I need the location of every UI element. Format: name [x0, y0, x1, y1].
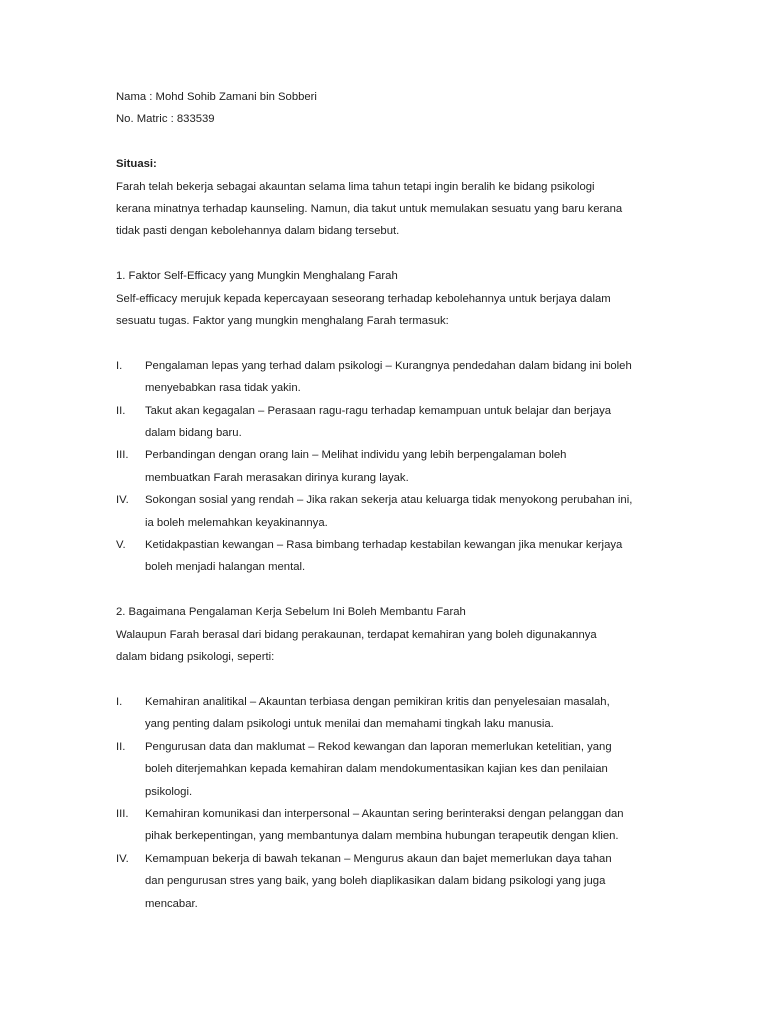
list-numeral: II.: [116, 404, 126, 417]
list-item-line: pihak berkepentingan, yang membantunya dalam membina hubungan terapeutik dengan klien.: [145, 830, 619, 843]
student-matric: No. Matric : 833539: [116, 113, 215, 126]
situation-line: Farah telah bekerja sebagai akauntan selama lima tahun tetapi ingin beralih ke bidang psikologi: [116, 180, 595, 193]
list-item-line: menyebabkan rasa tidak yakin.: [145, 382, 301, 395]
list-item-line: mencabar.: [145, 897, 198, 910]
section2-list-item: [116, 691, 656, 736]
list-numeral: IV.: [116, 494, 129, 507]
section1-list-item: [116, 489, 656, 534]
list-numeral: III.: [116, 449, 129, 462]
section1-intro-line: sesuatu tugas. Faktor yang mungkin menghalang Farah termasuk:: [116, 315, 449, 328]
list-item-line: Sokongan sosial yang rendah – Jika rakan sekerja atau keluarga tidak menyokong perubahan ini,: [145, 494, 633, 507]
section1-list-item: [116, 400, 656, 445]
list-item-line: Takut akan kegagalan – Perasaan ragu-ragu terhadap kemampuan untuk belajar dan berjaya: [145, 404, 611, 417]
list-item-line: Pengalaman lepas yang terhad dalam psikologi – Kurangnya pendedahan dalam bidang ini boleh: [145, 359, 632, 372]
list-item-line: membuatkan Farah merasakan dirinya kurang layak.: [145, 471, 409, 484]
list-item-line: psikologi.: [145, 785, 193, 798]
spacer: [116, 332, 656, 354]
situation-line: tidak pasti dengan kebolehannya dalam bidang tersebut.: [116, 225, 400, 238]
list-numeral: III.: [116, 807, 129, 820]
section1-list-item: [116, 444, 656, 489]
section1-title: 1. Faktor Self-Efficacy yang Mungkin Menghalang Farah: [116, 270, 398, 283]
list-numeral: II.: [116, 740, 126, 753]
list-item-line: ia boleh melemahkan keyakinannya.: [145, 516, 328, 529]
situation-heading: Situasi:: [116, 158, 157, 171]
list-numeral: IV.: [116, 852, 129, 865]
document-body: [116, 86, 656, 915]
section2-intro-line: Walaupun Farah berasal dari bidang perakaunan, terdapat kemahiran yang boleh digunakannya: [116, 628, 597, 641]
section1-list-item: [116, 534, 656, 579]
list-item-line: yang penting dalam psikologi untuk menilai dan memahami tingkah laku manusia.: [145, 718, 554, 731]
spacer: [116, 243, 656, 265]
student-name: Nama : Mohd Sohib Zamani bin Sobberi: [116, 91, 317, 103]
section2-intro-line: dalam bidang psikologi, seperti:: [116, 651, 275, 664]
list-item-line: Kemahiran komunikasi dan interpersonal – Akauntan sering berinteraksi dengan pelanggan dan: [145, 807, 624, 820]
list-numeral: I.: [116, 359, 123, 372]
list-item-line: Pengurusan data dan maklumat – Rekod kewangan dan laporan memerlukan ketelitian, yang: [145, 740, 612, 753]
section2-title: 2. Bagaimana Pengalaman Kerja Sebelum Ini Boleh Membantu Farah: [116, 606, 466, 619]
list-numeral: V.: [116, 539, 126, 552]
list-item-line: dan pengurusan stres yang baik, yang boleh diaplikasikan dalam bidang psikologi yang juga: [145, 875, 606, 888]
spacer: [116, 579, 656, 601]
section2-list-item: [116, 736, 656, 803]
list-item-line: boleh menjadi halangan mental.: [145, 561, 306, 574]
list-numeral: I.: [116, 695, 123, 708]
list-item-line: dalam bidang baru.: [145, 427, 242, 440]
section1-intro-line: Self-efficacy merujuk kepada kepercayaan seseorang terhadap kebolehannya untuk berjaya dalam: [116, 292, 611, 305]
list-item-line: Perbandingan dengan orang lain – Melihat individu yang lebih berpengalaman boleh: [145, 449, 567, 462]
list-item-line: Kemahiran analitikal – Akauntan terbiasa dengan pemikiran kritis dan penyelesaian masalah,: [145, 695, 610, 708]
spacer: [116, 669, 656, 691]
section2-list-item: [116, 848, 656, 915]
situation-line: kerana minatnya terhadap kaunseling. Namun, dia takut untuk memulakan sesuatu yang baru kerana: [116, 203, 623, 216]
list-item-line: Ketidakpastian kewangan – Rasa bimbang terhadap kestabilan kewangan jika menukar kerjaya: [145, 539, 623, 552]
spacer: [116, 131, 656, 153]
list-item-line: boleh diterjemahkan kepada kemahiran dalam mendokumentasikan kajian kes dan penilaian: [145, 763, 608, 776]
list-item-line: Kemampuan bekerja di bawah tekanan – Mengurus akaun dan bajet memerlukan daya tahan: [145, 852, 612, 865]
section2-list-item: [116, 803, 656, 848]
section1-list-item: [116, 355, 656, 400]
